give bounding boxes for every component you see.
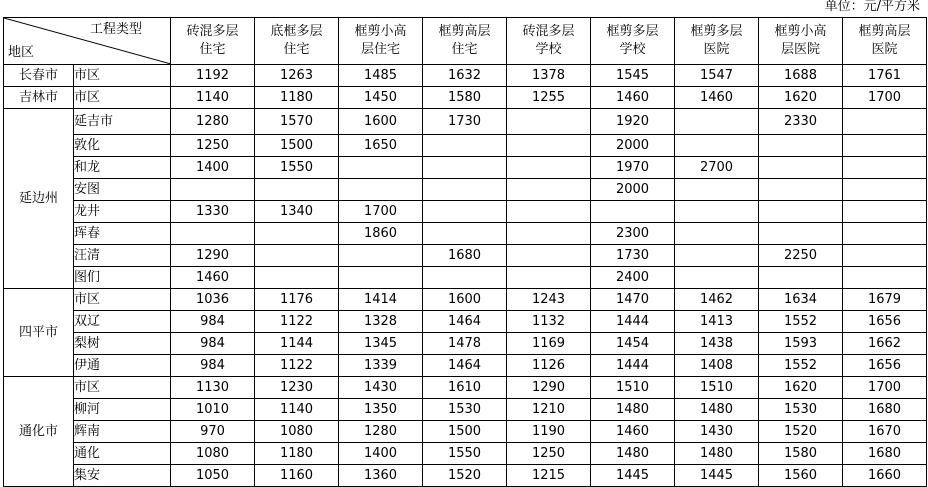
table-row [4,421,927,443]
region-label: 地区 [8,45,35,60]
district-cell: 辉南 [74,421,171,443]
district-cell: 珲春 [74,223,171,245]
price-cell: 1550 [423,443,507,465]
price-cell [843,179,927,201]
price-cell [507,245,591,267]
price-cell: 1761 [843,65,927,87]
price-cell: 1510 [675,377,759,399]
price-cell: 1620 [759,377,843,399]
column-header [255,18,339,65]
price-cell [759,267,843,289]
price-cell: 984 [171,333,255,355]
price-cell: 1230 [255,377,339,399]
price-cell: 1328 [339,311,423,333]
district-cell: 汪清 [74,245,171,267]
column-header-line: 住宅 [283,42,310,57]
price-cell: 1700 [843,377,927,399]
price-cell: 1730 [591,245,675,267]
price-cell: 1132 [507,311,591,333]
table-row [4,267,927,289]
price-cell [171,223,255,245]
city-cell: 通化市 [4,377,74,487]
price-cell [507,223,591,245]
price-cell: 1010 [171,399,255,421]
price-cell: 1634 [759,289,843,311]
price-cell: 1580 [423,87,507,109]
construction-cost-table [3,17,927,487]
price-cell: 1280 [339,421,423,443]
column-header [507,18,591,65]
column-header-line: 学校 [535,42,562,57]
price-cell [675,267,759,289]
table-body [4,65,927,487]
column-header [591,18,675,65]
price-cell: 1552 [759,311,843,333]
price-cell: 1680 [843,443,927,465]
price-cell [255,179,339,201]
column-header [339,18,423,65]
price-cell [423,179,507,201]
table-row [4,65,927,87]
unit-label: 单位：元/平方米 [824,0,920,14]
price-cell: 1662 [843,333,927,355]
price-cell: 984 [171,355,255,377]
price-cell: 1408 [675,355,759,377]
district-cell: 安图 [74,179,171,201]
price-cell [759,223,843,245]
column-header-line: 框剪多层 [690,24,743,39]
price-cell [759,201,843,223]
price-cell: 1545 [591,65,675,87]
price-cell [171,179,255,201]
price-cell: 1413 [675,311,759,333]
table-row [4,223,927,245]
price-cell: 2000 [591,135,675,157]
price-cell: 1340 [255,201,339,223]
price-cell: 1560 [759,465,843,487]
price-cell: 984 [171,311,255,333]
price-cell: 1460 [591,421,675,443]
price-cell: 1600 [339,109,423,135]
price-cell: 1547 [675,65,759,87]
price-cell [507,109,591,135]
price-cell [843,157,927,179]
table-row [4,377,927,399]
price-cell: 1036 [171,289,255,311]
district-cell: 双辽 [74,311,171,333]
price-cell: 1080 [255,421,339,443]
price-cell: 1632 [423,65,507,87]
column-header-line: 医院 [703,42,730,57]
price-cell [591,201,675,223]
price-cell: 1140 [171,87,255,109]
price-cell [759,179,843,201]
price-cell: 1080 [171,443,255,465]
price-cell [759,135,843,157]
price-cell [843,109,927,135]
price-cell [507,135,591,157]
price-cell: 1700 [843,87,927,109]
price-cell: 1650 [339,135,423,157]
price-cell [339,157,423,179]
price-cell [423,223,507,245]
price-cell: 1050 [171,465,255,487]
district-cell: 梨树 [74,333,171,355]
table-row [4,399,927,421]
table-row [4,355,927,377]
price-cell [255,223,339,245]
price-cell: 1345 [339,333,423,355]
price-cell: 1920 [591,109,675,135]
price-cell: 1445 [675,465,759,487]
price-cell: 1450 [339,87,423,109]
price-cell [255,267,339,289]
price-cell [423,135,507,157]
district-cell: 龙井 [74,201,171,223]
price-cell: 1126 [507,355,591,377]
price-cell: 1679 [843,289,927,311]
price-cell [843,267,927,289]
price-cell: 1243 [507,289,591,311]
price-cell [339,245,423,267]
header-corner-cell [4,18,171,65]
column-header [759,18,843,65]
price-cell: 1520 [423,465,507,487]
price-cell [675,135,759,157]
column-header [171,18,255,65]
price-cell [843,245,927,267]
city-cell: 延边州 [4,109,74,289]
price-cell: 1660 [843,465,927,487]
table-row [4,289,927,311]
table-row [4,179,927,201]
price-cell: 1480 [675,399,759,421]
price-cell: 1656 [843,311,927,333]
price-cell: 1280 [171,109,255,135]
price-cell: 1444 [591,355,675,377]
price-cell: 1530 [423,399,507,421]
price-cell: 1400 [171,157,255,179]
district-cell: 市区 [74,377,171,399]
price-cell: 1180 [255,87,339,109]
price-cell: 1464 [423,355,507,377]
price-cell: 1122 [255,311,339,333]
price-cell [255,245,339,267]
price-cell: 1485 [339,65,423,87]
price-cell: 1130 [171,377,255,399]
price-cell [843,223,927,245]
district-cell: 市区 [74,289,171,311]
price-cell: 1460 [591,87,675,109]
price-cell: 1550 [255,157,339,179]
price-cell: 1860 [339,223,423,245]
price-cell: 1464 [423,311,507,333]
price-cell: 1580 [759,443,843,465]
price-cell: 1144 [255,333,339,355]
price-cell: 1122 [255,355,339,377]
price-cell: 1670 [843,421,927,443]
price-cell: 2250 [759,245,843,267]
price-cell: 1190 [507,421,591,443]
price-cell: 1600 [423,289,507,311]
price-cell: 1250 [171,135,255,157]
price-cell: 1730 [423,109,507,135]
price-cell [675,179,759,201]
price-cell: 1430 [675,421,759,443]
district-cell: 伊通 [74,355,171,377]
price-cell: 1462 [675,289,759,311]
price-cell: 1520 [759,421,843,443]
district-cell: 市区 [74,65,171,87]
price-cell: 1290 [507,377,591,399]
price-cell [675,223,759,245]
project-type-label: 工程类型 [90,22,143,37]
price-cell: 1255 [507,87,591,109]
price-cell [675,245,759,267]
price-cell: 1620 [759,87,843,109]
price-cell: 1350 [339,399,423,421]
price-cell: 1400 [339,443,423,465]
district-cell: 图们 [74,267,171,289]
price-cell: 1180 [255,443,339,465]
price-cell: 1480 [591,443,675,465]
district-cell: 柳河 [74,399,171,421]
price-cell [507,179,591,201]
city-cell: 吉林市 [4,87,74,109]
district-cell: 通化 [74,443,171,465]
price-cell: 1445 [591,465,675,487]
price-cell: 1610 [423,377,507,399]
price-cell: 1970 [591,157,675,179]
price-cell: 1290 [171,245,255,267]
price-cell [423,201,507,223]
table-row [4,311,927,333]
column-header-line: 框剪小高 [354,24,407,39]
price-cell: 1438 [675,333,759,355]
price-cell: 1480 [591,399,675,421]
price-cell: 1263 [255,65,339,87]
table-header-row [4,18,927,65]
price-cell: 1478 [423,333,507,355]
district-cell: 集安 [74,465,171,487]
column-header-line: 底框多层 [270,24,323,39]
price-cell: 1470 [591,289,675,311]
price-cell: 1414 [339,289,423,311]
price-cell: 1593 [759,333,843,355]
price-cell: 1176 [255,289,339,311]
column-header [423,18,507,65]
price-cell: 1444 [591,311,675,333]
price-cell: 1192 [171,65,255,87]
column-header-line: 框剪多层 [606,24,659,39]
price-cell: 1500 [255,135,339,157]
district-cell: 延吉市 [74,109,171,135]
price-cell: 1552 [759,355,843,377]
column-header-line: 住宅 [199,42,226,57]
price-cell [339,179,423,201]
price-cell: 1460 [171,267,255,289]
table-row [4,465,927,487]
column-header-line: 框剪高层 [438,24,491,39]
price-cell: 1430 [339,377,423,399]
price-cell [759,157,843,179]
column-header-line: 框剪高层 [858,24,911,39]
column-header-line: 砖混多层 [522,24,575,39]
price-cell: 1570 [255,109,339,135]
price-cell [423,157,507,179]
table-row [4,245,927,267]
price-cell: 1215 [507,465,591,487]
column-header-line: 框剪小高 [774,24,827,39]
price-cell: 2300 [591,223,675,245]
price-cell [507,201,591,223]
price-cell: 2330 [759,109,843,135]
column-header-line: 层住宅 [360,42,400,57]
price-cell: 1688 [759,65,843,87]
price-cell [339,267,423,289]
price-cell: 1530 [759,399,843,421]
price-cell: 2400 [591,267,675,289]
column-header [843,18,927,65]
price-cell: 1169 [507,333,591,355]
price-cell [507,157,591,179]
price-cell [843,135,927,157]
price-cell: 1378 [507,65,591,87]
column-header-line: 住宅 [451,42,478,57]
column-header [675,18,759,65]
price-cell: 1210 [507,399,591,421]
city-cell: 长春市 [4,65,74,87]
table-row [4,201,927,223]
table-row [4,109,927,135]
price-cell: 1656 [843,355,927,377]
district-cell: 市区 [74,87,171,109]
column-header-line: 学校 [619,42,646,57]
price-cell: 1250 [507,443,591,465]
price-cell: 1480 [675,443,759,465]
table-row [4,443,927,465]
district-cell: 和龙 [74,157,171,179]
price-cell: 1360 [339,465,423,487]
table-row [4,135,927,157]
price-cell: 1460 [675,87,759,109]
price-cell: 1160 [255,465,339,487]
price-cell [843,201,927,223]
city-cell: 四平市 [4,289,74,377]
table-row [4,333,927,355]
price-cell [675,109,759,135]
price-cell: 1339 [339,355,423,377]
column-header-line: 砖混多层 [186,24,239,39]
price-cell: 1500 [423,421,507,443]
price-cell [507,267,591,289]
price-cell: 2000 [591,179,675,201]
column-header-line: 层医院 [780,42,820,57]
price-cell [423,267,507,289]
price-cell: 1330 [171,201,255,223]
table-row [4,157,927,179]
price-cell: 2700 [675,157,759,179]
price-cell [675,201,759,223]
price-cell: 1680 [423,245,507,267]
district-cell: 敦化 [74,135,171,157]
price-cell: 1454 [591,333,675,355]
price-cell: 1510 [591,377,675,399]
price-cell: 970 [171,421,255,443]
price-cell: 1700 [339,201,423,223]
price-cell: 1680 [843,399,927,421]
price-cell: 1140 [255,399,339,421]
column-header-line: 医院 [871,42,898,57]
table-row [4,87,927,109]
